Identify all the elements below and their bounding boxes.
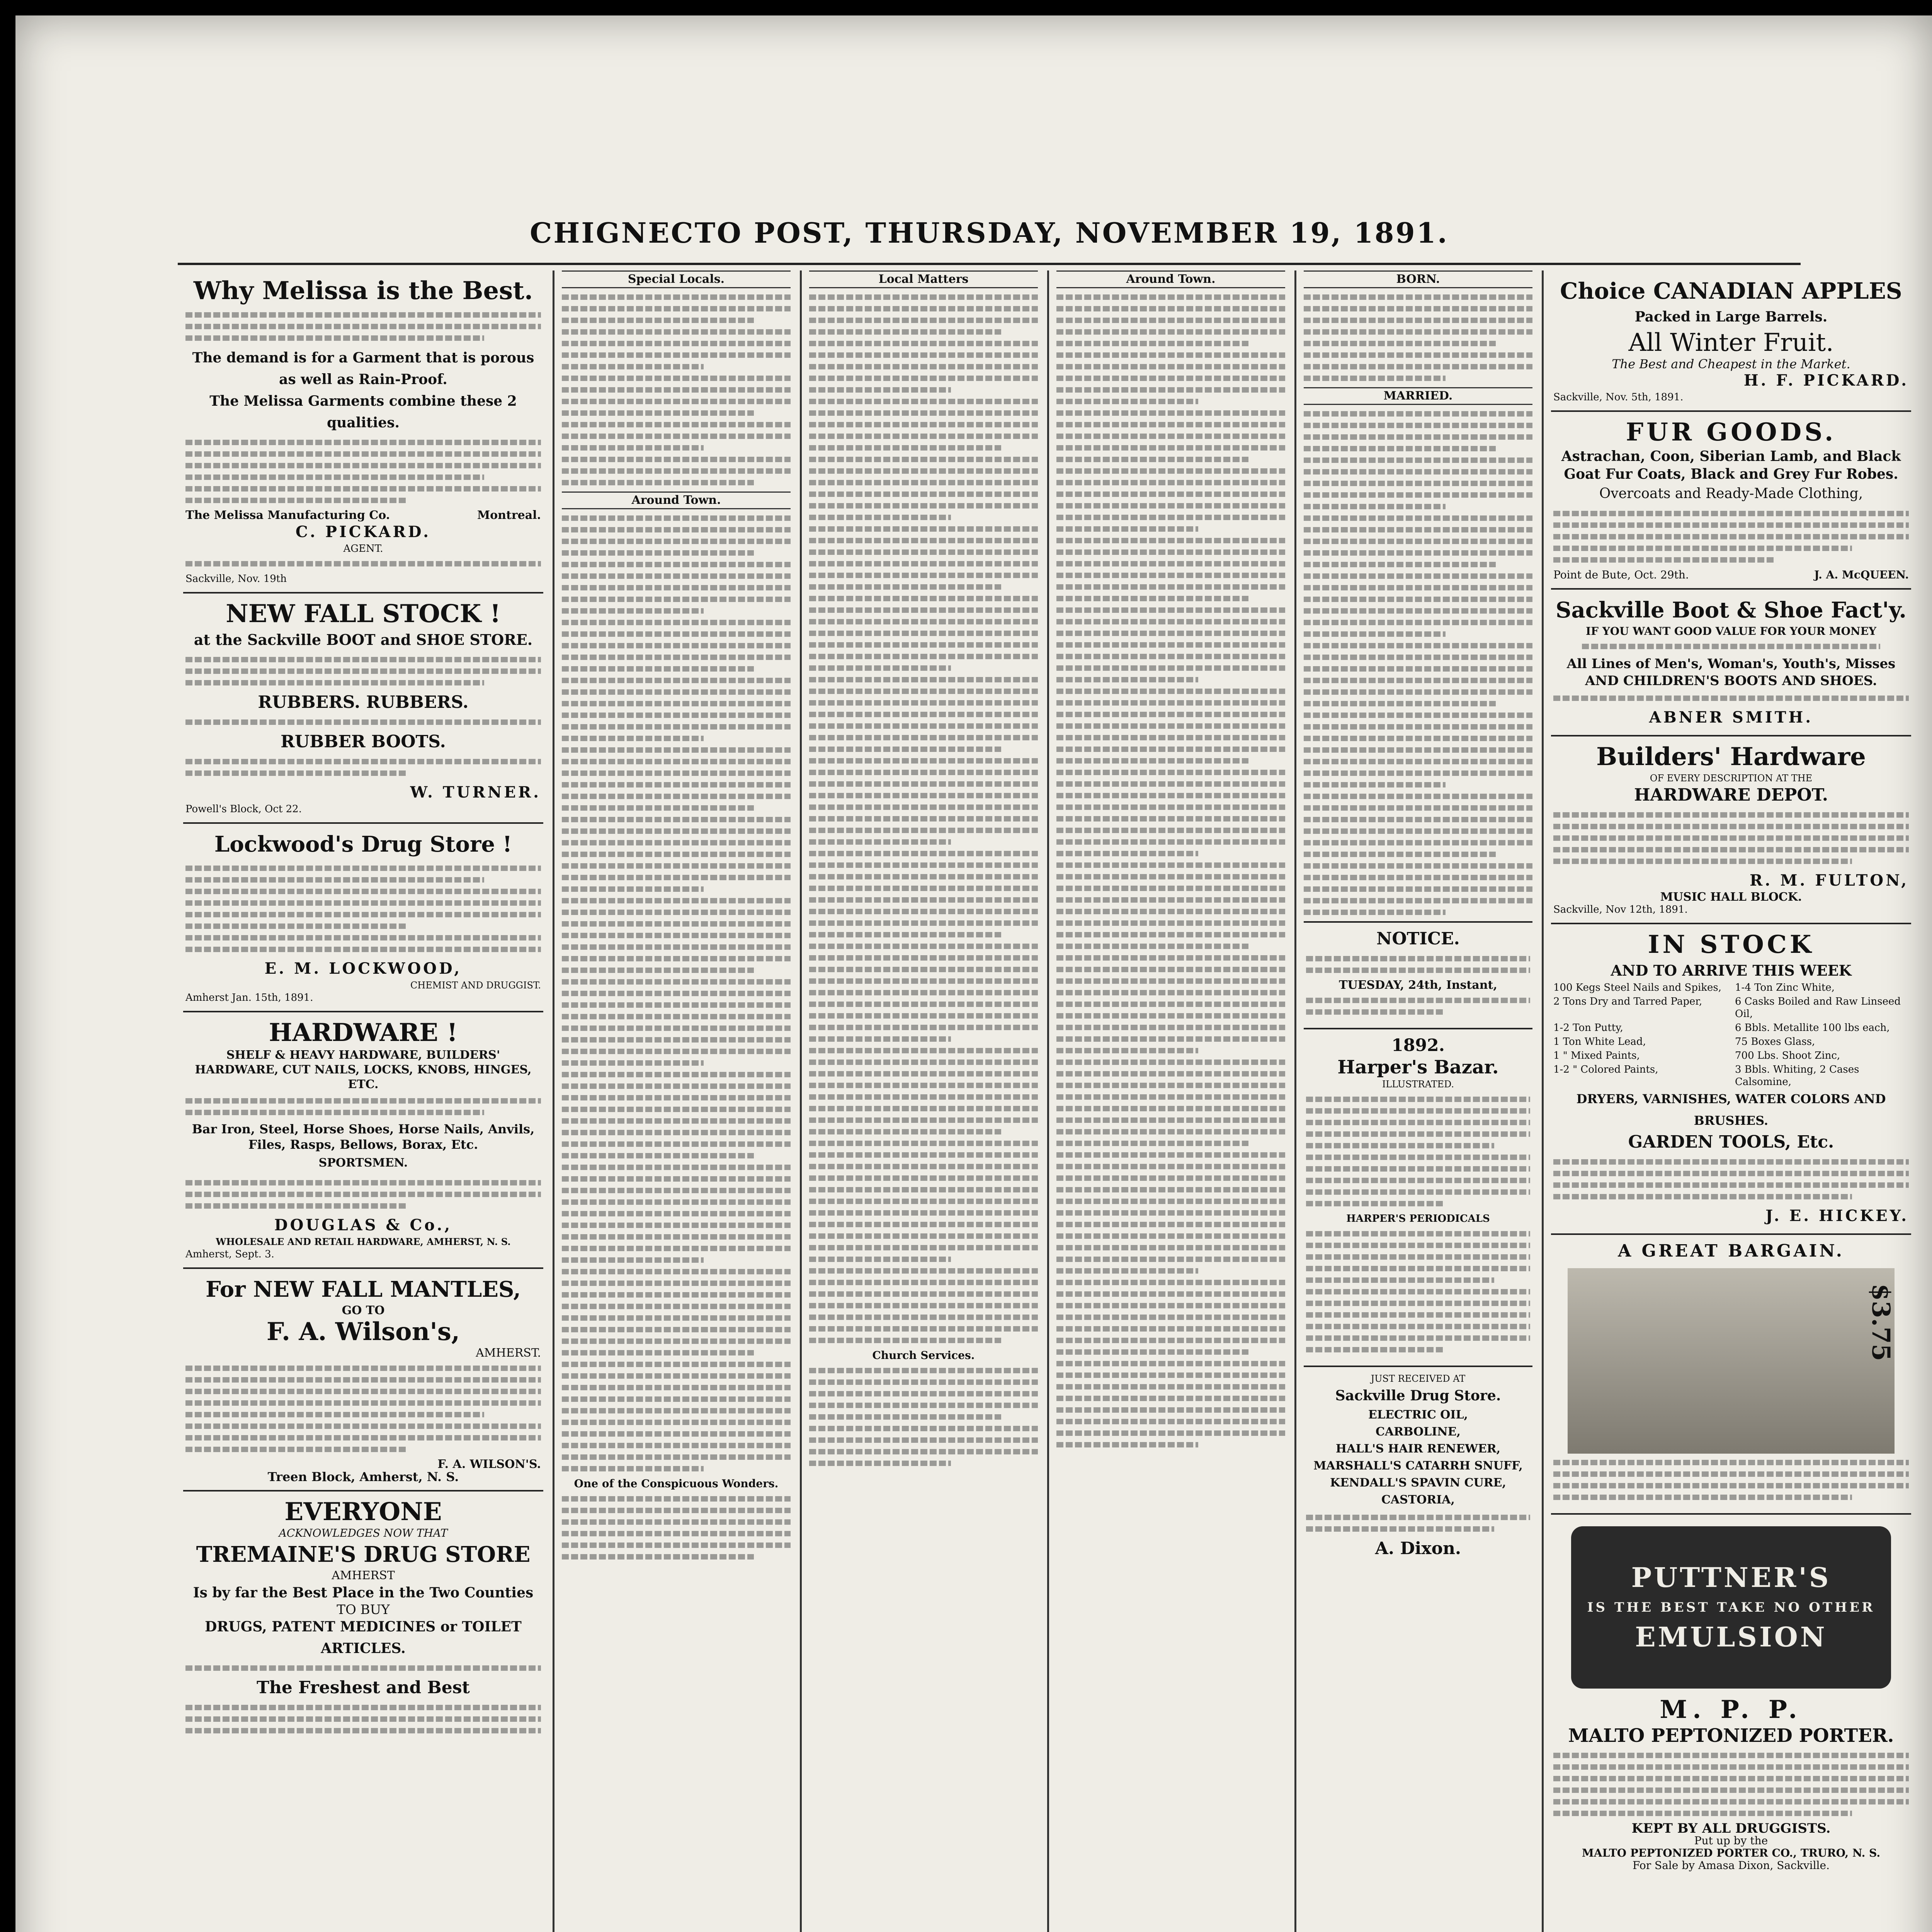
puttner-name: PUTTNER'S: [1631, 1561, 1831, 1594]
hickey-signature: J. E. HICKEY.: [1765, 1207, 1909, 1225]
everyone-sub: ACKNOWLEDGES NOW THAT: [279, 1527, 448, 1539]
pickard-date: Sackville, Nov. 19th: [185, 573, 287, 585]
stock-item: 100 Kegs Steel Nails and Spikes,: [1553, 982, 1722, 993]
notice-date: TUESDAY, 24th, Instant,: [1339, 978, 1497, 992]
year-heading: 1892.: [1391, 1036, 1445, 1055]
malto-company: MALTO PEPTONIZED PORTER CO., TRURO, N. S.: [1582, 1847, 1881, 1859]
lockwood-sub: CHEMIST AND DRUGGIST.: [410, 980, 541, 991]
column-2: [556, 270, 796, 1932]
product-item: CARBOLINE,: [1376, 1425, 1461, 1439]
tremaine-ad: [183, 1492, 543, 1747]
stock-item: 75 Boxes Glass,: [1735, 1036, 1815, 1048]
column-rule: [1047, 270, 1049, 1932]
fall-stock-ad: [183, 594, 543, 824]
puttner-banner: [1571, 1526, 1891, 1689]
received-label: JUST RECEIVED AT: [1371, 1373, 1466, 1384]
wilson-block: Treen Block, Amherst, N. S.: [267, 1469, 459, 1484]
in-stock-heading: IN STOCK: [1648, 930, 1815, 959]
overcoats: Overcoats and Ready-Made Clothing,: [1599, 486, 1863, 502]
stock-item: 6 Casks Boiled and Raw Linseed Oil,: [1735, 996, 1901, 1020]
winter-fruit: All Winter Fruit.: [1628, 328, 1834, 357]
column-6: [1546, 270, 1917, 1932]
kept-line: KEPT BY ALL DRUGGISTS.: [1631, 1821, 1831, 1836]
product-item: MARSHALL'S CATARRH SNUFF,: [1313, 1459, 1523, 1473]
shoe-sub: IF YOU WANT GOOD VALUE FOR YOUR MONEY: [1586, 625, 1876, 638]
product-item: CASTORIA,: [1381, 1493, 1455, 1507]
conspicuous-wonders-text: [562, 1496, 791, 1560]
to-buy: TO BUY: [337, 1602, 390, 1617]
wilson-mantles-ad: [183, 1269, 543, 1492]
melissa-title: Why Melissa is the Best.: [193, 276, 533, 305]
shoe-factory-ad: [1551, 590, 1911, 736]
married-heading: MARRIED.: [1304, 387, 1532, 405]
column-rule: [553, 270, 554, 1932]
column-5: [1298, 270, 1538, 1932]
melissa-company: The Melissa Manufacturing Co.: [185, 509, 390, 522]
builders-title: Builders' Hardware: [1596, 742, 1866, 771]
bargain-heading: A GREAT BARGAIN.: [1618, 1241, 1844, 1261]
around-town-heading-2: Around Town.: [1056, 270, 1285, 288]
hardware-line: Bar Iron, Steel, Horse Shoes, Horse Nails, Anvils, Files, Rasps, Bellows, Borax, Etc.: [192, 1122, 535, 1152]
mantles-title: For NEW FALL MANTLES,: [206, 1277, 521, 1302]
product-item: ELECTRIC OIL,: [1368, 1408, 1468, 1422]
dixon-drug-ad: [1304, 1367, 1532, 1566]
tremaine-best: Is by far the Best Place in the Two Counties: [193, 1585, 534, 1601]
notice-heading: NOTICE.: [1376, 929, 1460, 949]
notice-block: [1304, 921, 1532, 1029]
puttner-sub: IS THE BEST TAKE NO OTHER: [1587, 1600, 1875, 1615]
stock-item: 2 Tons Dry and Tarred Paper,: [1553, 996, 1702, 1007]
drugstore-name: Sackville Drug Store.: [1335, 1388, 1501, 1404]
pickard-name: C. PICKARD.: [295, 523, 431, 541]
stock-item: 6 Bbls. Metallite 100 lbs each,: [1735, 1022, 1890, 1034]
abner-smith: ABNER SMITH.: [1649, 708, 1813, 726]
stock-item: 1-2 Ton Putty,: [1553, 1022, 1623, 1034]
tremaine-place: AMHERST: [332, 1569, 395, 1582]
mpp-heading: M. P. P.: [1660, 1695, 1803, 1724]
shoe-title: Sackville Boot & Shoe Fact'y.: [1556, 597, 1906, 623]
fulton-block: MUSIC HALL BLOCK.: [1660, 890, 1802, 904]
mcqueen-signature: J. A. McQUEEN.: [1814, 568, 1909, 581]
stock-item: 1-2 " Colored Paints,: [1553, 1064, 1658, 1075]
arrive-heading: AND TO ARRIVE THIS WEEK: [1611, 962, 1852, 979]
special-locals-text: [562, 294, 791, 485]
harpers-heading: Harper's Bazar.: [1337, 1056, 1499, 1078]
fall-stock-sub: at the Sackville BOOT and SHOE STORE.: [194, 631, 533, 648]
dryers-line: DRYERS, VARNISHES, WATER COLORS AND BRUSHES.: [1576, 1092, 1886, 1128]
hickey-stock-ad: [1551, 924, 1911, 1235]
sportsmen-heading: SPORTSMEN.: [318, 1156, 408, 1170]
dictionary-illustration: [1568, 1268, 1895, 1454]
fur-title: FUR GOODS.: [1626, 418, 1837, 447]
douglas-date: Amherst, Sept. 3.: [185, 1248, 274, 1260]
emulsion-word: EMULSION: [1635, 1621, 1827, 1653]
shoe-lines: All Lines of Men's, Woman's, Youth's, Misses AND CHILDREN'S BOOTS AND SHOES.: [1566, 656, 1896, 689]
douglas-hardware-ad: [183, 1012, 543, 1269]
harpers-bazar-ad: [1304, 1029, 1532, 1367]
fulton-date: Sackville, Nov 12th, 1891.: [1553, 904, 1688, 915]
column-rule: [800, 270, 802, 1932]
puttner-emulsion-ad: [1551, 1515, 1911, 1879]
born-heading: BORN.: [1304, 270, 1532, 288]
apples-title: Choice CANADIAN APPLES: [1560, 278, 1902, 304]
stock-item: 3 Bbls. Whiting, 2 Cases Calsomine,: [1735, 1064, 1859, 1088]
apples-date: Sackville, Nov. 5th, 1891.: [1553, 391, 1684, 403]
column-1: [178, 270, 549, 1932]
hardware-sub: SHELF & HEAVY HARDWARE, BUILDERS' HARDWARE, CUT NAILS, LOCKS, KNOBS, HINGES, ETC.: [195, 1048, 532, 1091]
column-3: [804, 270, 1043, 1932]
builders-hardware-ad: [1551, 736, 1911, 924]
stock-item: 1-4 Ton Zinc White,: [1735, 982, 1835, 993]
best-cheapest: The Best and Cheapest in the Market.: [1612, 357, 1850, 371]
mantles-goto: GO TO: [342, 1304, 385, 1317]
product-item: HALL'S HAIR RENEWER,: [1335, 1442, 1501, 1456]
lockwood-date: Amherst Jan. 15th, 1891.: [185, 992, 313, 1003]
lockwood-title: Lockwood's Drug Store !: [214, 832, 512, 857]
newspaper-page: [15, 15, 1932, 1932]
born-text: [1304, 294, 1532, 381]
freshest-line: The Freshest and Best: [257, 1678, 470, 1697]
melissa-ad: [183, 270, 543, 594]
lockwood-ad: [183, 824, 543, 1012]
turner-signature: W. TURNER.: [410, 783, 541, 801]
douglas-sub: WHOLESALE AND RETAIL HARDWARE, AMHERST, N. S.: [216, 1236, 511, 1247]
stock-item: 1 " Mixed Paints,: [1553, 1050, 1640, 1061]
mcqueen-place: Point de Bute, Oct. 29th.: [1553, 568, 1689, 581]
conspicuous-wonders-heading: One of the Conspicuous Wonders.: [574, 1477, 779, 1490]
local-matters-text: [809, 294, 1038, 1343]
illustrated-label: ILLUSTRATED.: [1382, 1079, 1454, 1090]
bargain-ad: [1551, 1235, 1911, 1515]
hardware-title: HARDWARE !: [269, 1018, 458, 1047]
fur-sub: Astrachan, Coon, Siberian Lamb, and Black Goat Fur Coats, Black and Grey Fur Robes.: [1561, 448, 1901, 482]
masthead: CHIGNECTO POST, THURSDAY, NOVEMBER 19, 1891.: [178, 216, 1801, 265]
drugs-line: DRUGS, PATENT MEDICINES or TOILET ARTICLES.: [205, 1619, 522, 1656]
stock-item: 1 Ton White Lead,: [1553, 1036, 1646, 1048]
tremaine-name: TREMAINE'S DRUG STORE: [196, 1542, 531, 1567]
wilson-place: AMHERST.: [476, 1346, 541, 1360]
dixon-sale: For Sale by Amasa Dixon, Sackville.: [1633, 1859, 1830, 1872]
turner-date: Powell's Block, Oct 22.: [185, 803, 302, 815]
pickard-agent: AGENT.: [343, 543, 383, 554]
column-4: [1051, 270, 1291, 1932]
apples-sub: Packed in Large Barrels.: [1634, 309, 1828, 325]
lockwood-name: E. M. LOCKWOOD,: [264, 959, 462, 978]
melissa-city: Montreal.: [477, 509, 541, 522]
dixon-signature: A. Dixon.: [1375, 1539, 1461, 1558]
melissa-qualities: The Melissa Garments combine these 2 qualities.: [209, 393, 517, 431]
apples-ad: [1551, 270, 1911, 412]
product-item: KENDALL'S SPAVIN CURE,: [1330, 1476, 1506, 1490]
stock-list: [1553, 981, 1909, 1088]
rubbers-heading: RUBBERS. RUBBERS.: [258, 692, 469, 712]
local-matters-heading: Local Matters: [809, 270, 1038, 288]
periodicals-heading: HARPER'S PERIODICALS: [1346, 1213, 1490, 1225]
hardware-depot: HARDWARE DEPOT.: [1634, 785, 1828, 805]
special-locals-heading: Special Locals.: [562, 270, 791, 288]
garden-heading: GARDEN TOOLS, Etc.: [1628, 1132, 1834, 1152]
wilson-sign: F. A. WILSON'S.: [437, 1458, 541, 1471]
price-label: $3.75: [1866, 1284, 1896, 1361]
married-text: [1304, 411, 1532, 915]
stock-item: 700 Lbs. Shoot Zinc,: [1735, 1050, 1840, 1061]
everyone-heading: EVERYONE: [284, 1497, 442, 1526]
hf-pickard: H. F. PICKARD.: [1743, 371, 1909, 389]
church-services-text: [809, 1368, 1038, 1466]
fall-stock-title: NEW FALL STOCK !: [226, 599, 501, 628]
church-services-heading: Church Services.: [872, 1349, 975, 1362]
douglas-name: DOUGLAS & Co.,: [274, 1216, 452, 1234]
melissa-demand: The demand is for a Garment that is porous as well as Rain-Proof.: [192, 350, 534, 388]
builders-sub: OF EVERY DESCRIPTION AT THE: [1650, 773, 1813, 784]
putup-line: Put up by the: [1694, 1834, 1768, 1847]
malto-heading: MALTO PEPTONIZED PORTER.: [1568, 1725, 1894, 1747]
around-town-text-2: [1056, 294, 1285, 1447]
around-town-heading: Around Town.: [562, 492, 791, 509]
column-rule: [1542, 270, 1544, 1932]
fulton-name: R. M. FULTON,: [1750, 871, 1909, 889]
rubber-boots-heading: RUBBER BOOTS.: [281, 732, 446, 752]
wilson-name: F. A. Wilson's,: [266, 1317, 460, 1346]
around-town-text: [562, 515, 791, 1471]
column-rule: [1294, 270, 1296, 1932]
fur-goods-ad: [1551, 412, 1911, 590]
